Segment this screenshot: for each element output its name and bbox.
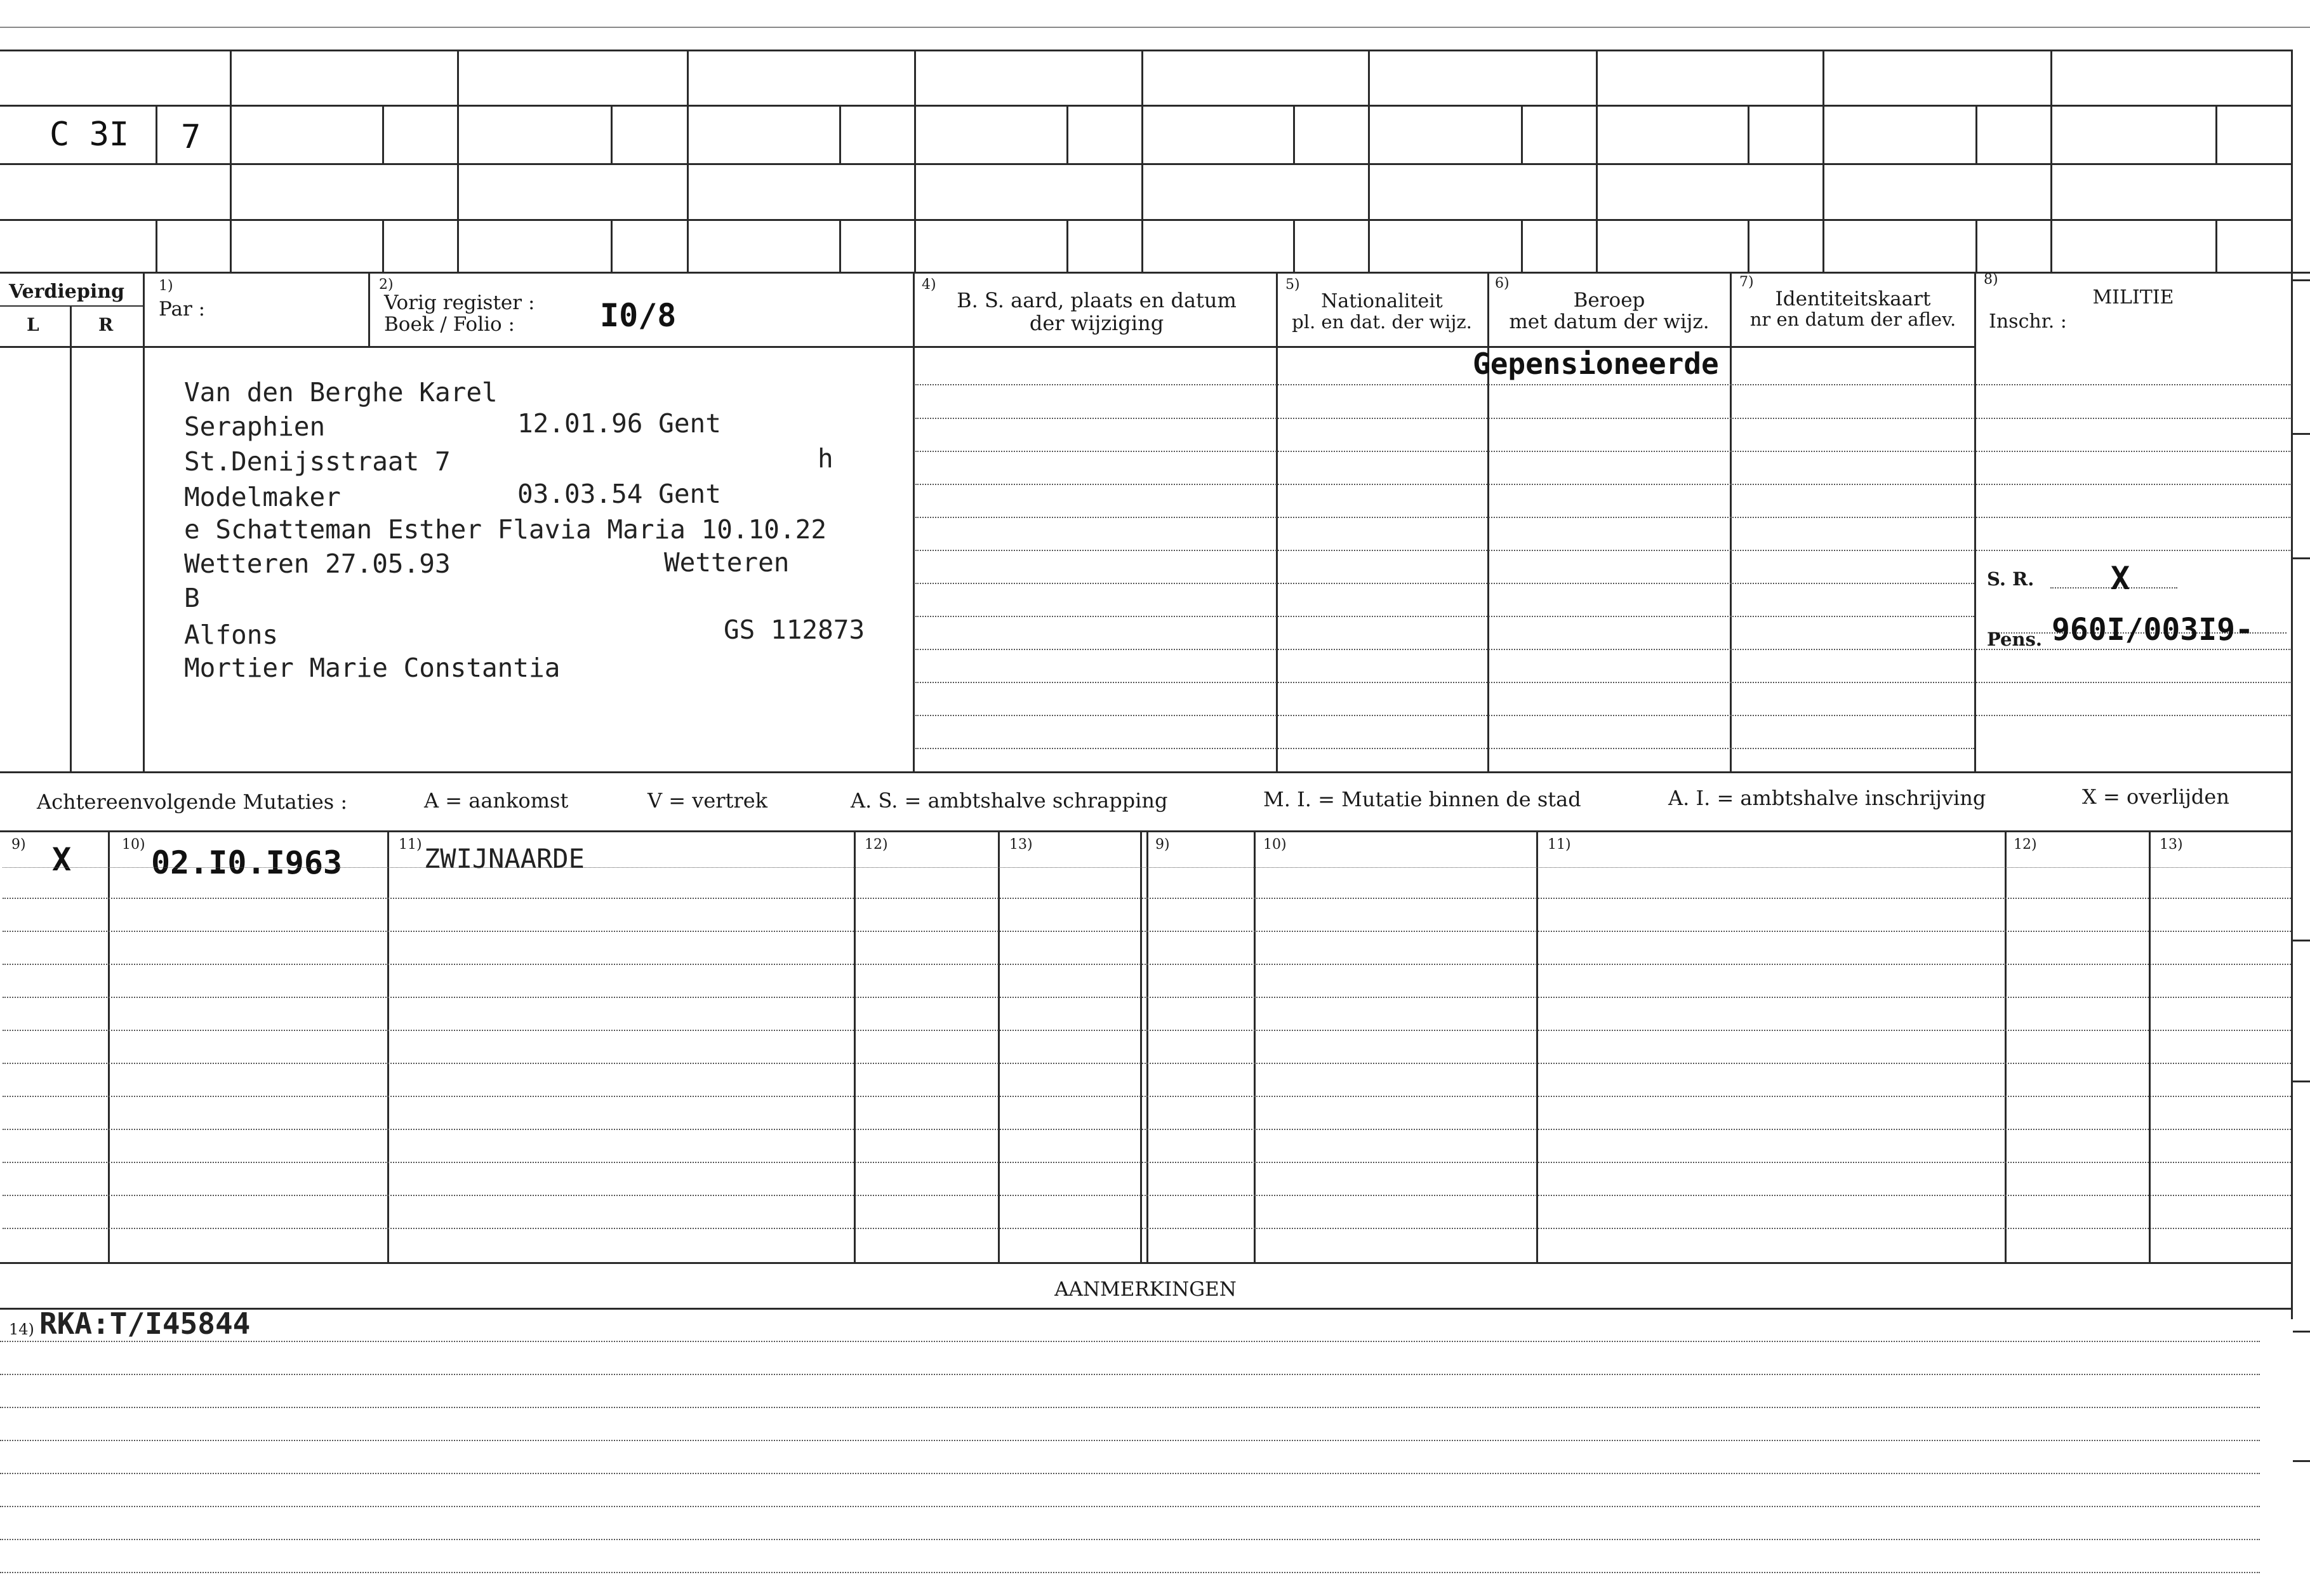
grid-vline-minor xyxy=(2215,219,2217,272)
mut-col-number-9: 9) xyxy=(11,837,26,853)
identiteitskaart-line1: Identiteitskaart xyxy=(1775,288,1931,310)
remarks-top-line xyxy=(0,1308,2293,1310)
grid-line xyxy=(0,163,2293,165)
grid-line xyxy=(0,105,2293,107)
mut-row-line xyxy=(3,997,2291,998)
mut-col-line xyxy=(1146,830,1148,1262)
beroep-line1: Beroep xyxy=(1573,289,1645,312)
mut-row-line xyxy=(3,1096,2291,1097)
legend-vertrek: V = vertrek xyxy=(647,788,768,813)
grid-vline-minor xyxy=(1748,219,1749,272)
inschr-label: Inschr. : xyxy=(1989,310,2067,333)
father-name: Alfons xyxy=(184,620,279,650)
remarks-line xyxy=(0,1440,2260,1441)
edge-tick xyxy=(2293,557,2310,559)
remarks-line xyxy=(0,1407,2260,1408)
mut-col-number-11: 11) xyxy=(399,837,422,853)
dotted-line xyxy=(915,484,2292,485)
beroep-line2: met datum der wijz. xyxy=(1509,310,1709,333)
nationaliteit-line1: Nationaliteit xyxy=(1321,290,1443,312)
grid-vline-minor xyxy=(382,105,384,163)
pens-value: 960I/003I9- xyxy=(2052,612,2254,648)
grid-line xyxy=(0,50,2293,51)
beroep-value: Gepensioneerde xyxy=(1473,347,1719,381)
mut-col-number-11b: 11) xyxy=(1548,837,1571,853)
grid-vline-minor xyxy=(1521,105,1523,163)
edge-tick xyxy=(2293,1460,2310,1462)
grid-line xyxy=(0,219,2293,221)
mutation-place: ZWIJNAARDE xyxy=(424,843,585,874)
field-number-7: 7) xyxy=(1739,274,1754,290)
grid-vline-minor xyxy=(2215,105,2217,163)
field-number-4: 4) xyxy=(922,277,936,293)
mut-col-line xyxy=(108,830,110,1262)
remarks-value: RKA:T/I45844 xyxy=(39,1307,251,1341)
mut-col-number-12: 12) xyxy=(865,837,888,853)
building-code: C 3I xyxy=(50,116,129,154)
grid-vline xyxy=(457,50,459,272)
right-border xyxy=(2291,50,2293,1319)
grid-vline xyxy=(230,50,232,272)
mutaties-title: Achtereenvolgende Mutaties : xyxy=(37,790,348,814)
grid-vline xyxy=(1368,50,1370,272)
mut-col-number-13: 13) xyxy=(1009,837,1033,853)
mut-row-line xyxy=(3,898,2291,899)
par-label: Par : xyxy=(159,298,206,321)
vorig-register-label: Vorig register : xyxy=(384,291,535,314)
mut-row-line xyxy=(3,1195,2291,1196)
spouse-info: e Schatteman Esther Flavia Maria 10.10.22 xyxy=(184,514,827,545)
col-line-4 xyxy=(913,272,915,773)
edge-tick xyxy=(2293,433,2310,435)
sr-label: S. R. xyxy=(1987,568,2035,590)
remarks-title: AANMERKINGEN xyxy=(1054,1278,1237,1301)
grid-vline-minor xyxy=(1748,105,1749,163)
sr-value: X xyxy=(2111,560,2130,597)
remarks-line xyxy=(0,1341,2260,1342)
grid-vline-minor xyxy=(839,219,841,272)
verdieping-r-label: R xyxy=(98,314,114,335)
grid-vline xyxy=(687,50,689,272)
legend-aankomst: A = aankomst xyxy=(424,788,569,813)
grid-vline xyxy=(2050,50,2052,272)
field-number-8: 8) xyxy=(1984,272,1998,288)
legend-inschrijving: A. I. = ambtshalve inschrijving xyxy=(1668,786,1986,810)
militie-label: MILITIE xyxy=(2092,286,2174,309)
nationaliteit-line2: pl. en dat. der wijz. xyxy=(1292,311,1472,333)
bs-label-line1: B. S. aard, plaats en datum xyxy=(957,288,1237,312)
grid-vline-minor xyxy=(1521,219,1523,272)
grid-vline-minor xyxy=(156,219,157,272)
remarks-line xyxy=(0,1506,2260,1507)
dotted-line xyxy=(915,616,1974,617)
header-bottom-line xyxy=(0,346,915,348)
unit-number: 7 xyxy=(181,118,201,156)
col-line-7 xyxy=(1730,272,1732,773)
person-address: St.Denijsstraat 7 xyxy=(184,446,451,477)
dotted-line xyxy=(915,583,1974,584)
nationality-code: B xyxy=(184,583,200,613)
field-number-5: 5) xyxy=(1285,277,1300,293)
mut-row-line xyxy=(3,1162,2291,1163)
grid-vline-minor xyxy=(382,219,384,272)
mutation-type: X xyxy=(52,841,72,878)
field-number-2: 2) xyxy=(379,277,394,293)
mut-col-line xyxy=(1536,830,1538,1262)
mut-col-line xyxy=(387,830,389,1262)
verdieping-label: Verdieping xyxy=(9,281,125,303)
grid-line xyxy=(0,272,2310,274)
col-line-R xyxy=(143,272,145,773)
dotted-line xyxy=(915,748,1974,749)
grid-vline-minor xyxy=(611,219,613,272)
mut-col-number-9b: 9) xyxy=(1155,837,1170,853)
grid-vline-minor xyxy=(156,105,157,163)
edge-tick xyxy=(2293,1081,2310,1082)
mut-row-line xyxy=(3,1030,2291,1031)
dotted-line xyxy=(915,682,2292,683)
verdieping-l-label: L xyxy=(27,314,39,335)
edge-tick xyxy=(2293,279,2310,281)
header-bottom-line xyxy=(914,346,1975,348)
col-line-5 xyxy=(1276,272,1278,773)
person-given-names: Seraphien xyxy=(184,411,326,442)
person-occupation: Modelmaker xyxy=(184,482,341,512)
top-edge-line xyxy=(0,27,2310,28)
grid-vline-minor xyxy=(1975,105,1977,163)
mut-col-number-13b: 13) xyxy=(2160,837,2183,853)
marriage-place-date: Wetteren 27.05.93 xyxy=(184,549,451,579)
person-birth: 12.01.96 Gent xyxy=(517,408,721,439)
person-full-name: Van den Berghe Karel xyxy=(184,377,498,408)
field-number-1: 1) xyxy=(159,278,173,294)
grid-vline xyxy=(1141,50,1143,272)
mother-name: Mortier Marie Constantia xyxy=(184,653,561,683)
mut-col-line xyxy=(1140,830,1142,1262)
grid-vline xyxy=(914,50,916,272)
mut-row-line xyxy=(3,1228,2291,1229)
mut-col-line xyxy=(2149,830,2151,1262)
mut-col-line xyxy=(2005,830,2007,1262)
grid-vline xyxy=(1596,50,1598,272)
remarks-line xyxy=(0,1572,2260,1573)
mut-row-line xyxy=(3,931,2291,932)
grid-vline-minor xyxy=(1293,105,1295,163)
mut-row-line xyxy=(3,964,2291,965)
mutaties-top-line xyxy=(0,771,2293,773)
bs-label-line2: der wijziging xyxy=(1029,311,1164,335)
legend-schrapping: A. S. = ambtshalve schrapping xyxy=(851,788,1168,813)
edge-tick xyxy=(2293,940,2310,941)
mut-col-line xyxy=(998,830,1000,1262)
dotted-line xyxy=(915,451,2292,452)
id-code: GS 112873 xyxy=(724,615,865,645)
legend-mutatie-stad: M. I. = Mutatie binnen de stad xyxy=(1263,787,1581,811)
remarks-line xyxy=(0,1539,2260,1540)
mut-row-line xyxy=(3,1129,2291,1130)
col-line-L xyxy=(70,307,72,773)
grid-vline xyxy=(1822,50,1824,272)
spouse-birthplace: Wetteren xyxy=(664,547,790,578)
mut-col-number-10: 10) xyxy=(122,837,145,853)
boek-folio-value: I0/8 xyxy=(600,297,677,334)
grid-vline-minor xyxy=(1293,219,1295,272)
grid-vline-minor xyxy=(1066,219,1068,272)
grid-vline-minor xyxy=(1066,105,1068,163)
mutaties-table-bottom xyxy=(0,1262,2293,1264)
dotted-line xyxy=(915,418,2292,419)
dotted-line xyxy=(915,517,2292,518)
pens-label: Pens. xyxy=(1987,628,2042,650)
mut-col-line xyxy=(1254,830,1256,1262)
mut-col-number-12b: 12) xyxy=(2014,837,2037,853)
col-line-8 xyxy=(1974,272,1976,773)
dotted-line xyxy=(915,550,2292,551)
grid-vline-minor xyxy=(611,105,613,163)
dotted-line xyxy=(915,384,2292,385)
person-household-mark: h xyxy=(818,443,833,474)
mutation-date: 02.I0.I963 xyxy=(151,844,343,881)
field-number-6: 6) xyxy=(1495,276,1510,291)
mut-row-line xyxy=(3,867,2291,868)
edge-tick xyxy=(2293,1331,2310,1333)
grid-vline-minor xyxy=(839,105,841,163)
col-line-par xyxy=(368,272,370,346)
person-occupation-date: 03.03.54 Gent xyxy=(517,479,721,509)
remarks-line xyxy=(0,1374,2260,1375)
legend-overlijden: X = overlijden xyxy=(2082,785,2229,809)
mut-col-line xyxy=(854,830,856,1262)
identiteitskaart-line2: nr en datum der aflev. xyxy=(1749,309,1956,330)
mut-row-line xyxy=(3,1063,2291,1064)
boek-folio-label: Boek / Folio : xyxy=(384,313,515,336)
dotted-line xyxy=(915,649,2292,650)
remarks-line xyxy=(0,1473,2260,1474)
field-number-14: 14) xyxy=(9,1320,34,1338)
grid-vline-minor xyxy=(1975,219,1977,272)
dotted-line xyxy=(915,715,2292,716)
mut-col-number-10b: 10) xyxy=(1263,837,1287,853)
